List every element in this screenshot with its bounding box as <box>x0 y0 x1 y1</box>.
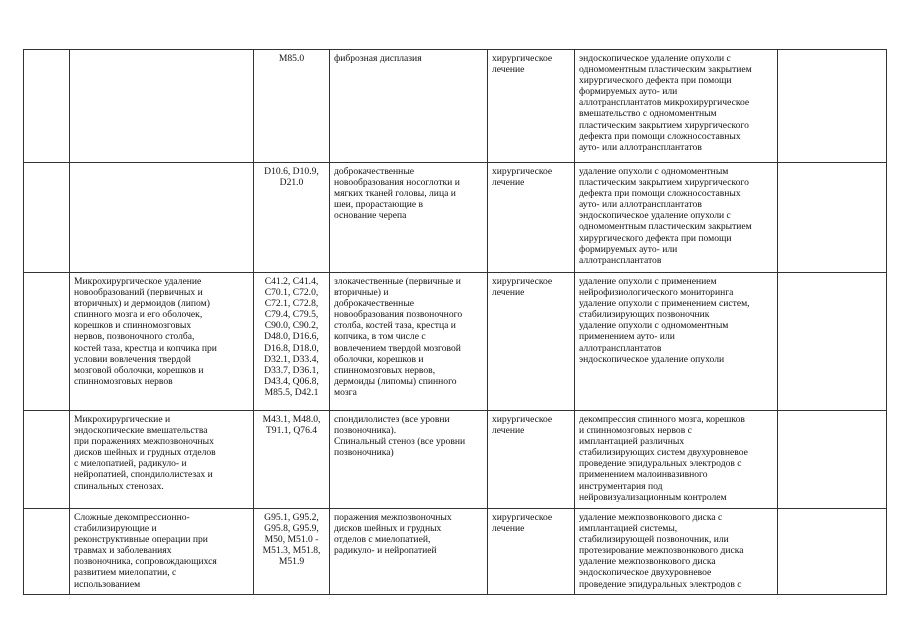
icd-codes-line: C70.1, C72.0, <box>264 287 319 299</box>
procedure-name-cell <box>70 411 254 509</box>
notes-cell <box>778 50 887 163</box>
icd-codes-line: M51.3, M51.8, <box>262 545 321 557</box>
treatment-method-line: эндоскопическое удаление опухоли с <box>579 210 731 222</box>
treatment-type-line: лечение <box>492 523 525 535</box>
icd-codes-line: D43.4, Q06.8, <box>264 375 319 387</box>
procedure-name-cell <box>70 50 254 163</box>
icd-codes-line: M51.9 <box>278 556 305 568</box>
table-row <box>24 273 887 411</box>
procedure-name-line: позвоночника, сопровождающихся <box>74 556 217 568</box>
disease-model-line: вовлечением твердой мозговой <box>334 342 461 354</box>
treatment-method-line: и спинномозговых нервов с <box>579 425 692 437</box>
treatment-method-line: удаление опухоли с одномоментным <box>579 166 729 177</box>
icd-codes-line: M85.5, D42.1 <box>264 386 319 398</box>
treatment-method-line: удаление опухоли с одномоментным <box>579 320 729 332</box>
treatment-method-line: инструментария под <box>579 480 663 492</box>
disease-model-cell <box>330 273 488 411</box>
treatment-type-line: хирургическое <box>492 512 553 523</box>
procedure-name-line: Сложные декомпрессионно- <box>74 512 190 523</box>
treatment-type-line: лечение <box>492 177 525 189</box>
procedure-name-line: костей таза, крестца и копчика при <box>74 342 217 354</box>
icd-codes-line: M43.1, M48.0, <box>262 414 321 425</box>
icd-codes-line: D32.1, D33.4, <box>264 353 319 365</box>
procedure-name-cell <box>70 163 254 273</box>
icd-codes-line: D48.0, D16.6, <box>264 331 319 343</box>
icd-codes-cell <box>254 50 330 163</box>
disease-model-cell <box>330 411 488 509</box>
treatment-method-line: нейрофизиологического мониторинга <box>579 287 734 299</box>
procedure-name-line: спинальных стенозах. <box>74 480 164 492</box>
treatment-method-cell <box>575 411 778 509</box>
treatment-type-line: хирургическое <box>492 276 553 287</box>
treatment-method-cell <box>575 509 778 595</box>
treatment-method-line: дефекта при помощи сложносоставных <box>579 188 741 200</box>
disease-model-line: столба, костей таза, крестца и <box>334 320 456 332</box>
disease-model-line: радикуло- и нейропатией <box>334 545 437 557</box>
disease-model-line: дермоиды (липомы) спинного <box>334 375 457 387</box>
procedure-name-line: нервов, позвоночного столба, <box>74 331 195 343</box>
procedure-name-line: Микрохирургическое удаление <box>74 276 202 287</box>
treatment-type-cell <box>488 411 575 509</box>
procedure-name-line: травмах и заболеваниях <box>74 545 172 557</box>
treatment-method-line: хирургического дефекта при помощи <box>579 232 732 244</box>
table-row <box>24 163 887 273</box>
procedure-name-line: Микрохирургические и <box>74 414 171 425</box>
table-row <box>24 509 887 595</box>
disease-model-line: спинномозговых нервов, <box>334 364 436 376</box>
treatment-type-cell <box>488 273 575 411</box>
treatment-method-line: пластическим закрытием хирургического <box>579 177 749 189</box>
treatment-method-line: эндоскопическое удаление опухоли с <box>579 53 731 64</box>
procedure-name-line: эндоскопические вмешательства <box>74 425 208 437</box>
disease-model-cell <box>330 509 488 595</box>
treatment-method-line: аллотрансплантатов микрохирургическое <box>579 97 750 109</box>
disease-model-line: поражения межпозвоночных <box>334 512 452 523</box>
icd-codes-line: D21.0 <box>279 177 304 189</box>
procedure-name-cell <box>70 509 254 595</box>
icd-codes-cell <box>254 411 330 509</box>
medical-procedures-table <box>23 49 887 595</box>
icd-codes-line: G95.1, G95.2, <box>264 512 319 523</box>
treatment-type-line: лечение <box>492 425 525 437</box>
disease-model-line: новообразования носоглотки и <box>334 177 460 189</box>
treatment-method-cell <box>575 273 778 411</box>
treatment-method-line: дефекта при помощи сложносоставных <box>579 130 741 142</box>
disease-model-cell <box>330 163 488 273</box>
treatment-method-line: одномоментным пластическим закрытием <box>579 64 752 76</box>
treatment-method-line: стабилизирующей позвоночник, или <box>579 534 729 546</box>
procedure-name-line: стабилизирующие и <box>74 523 157 535</box>
index-cell <box>24 163 70 273</box>
index-cell <box>24 509 70 595</box>
procedure-name-line: новообразований (первичных и <box>74 287 203 299</box>
disease-model-line: отделов с миелопатией, <box>334 534 431 546</box>
treatment-method-line: применением малоинвазивного <box>579 469 708 481</box>
disease-model-line: основание черепа <box>334 210 407 222</box>
procedure-name-line: мозговой оболочки, корешков и <box>74 364 204 376</box>
icd-codes-line: C79.4, C79.5, <box>264 309 319 321</box>
disease-model-line: Спинальный стеноз (все уровни <box>334 436 466 448</box>
notes-cell <box>778 411 887 509</box>
treatment-method-line: эндоскопическое удаление опухоли <box>579 353 725 365</box>
treatment-method-line: формируемых ауто- или <box>579 86 678 98</box>
table-row <box>24 50 887 163</box>
treatment-type-line: хирургическое <box>492 166 553 177</box>
treatment-method-line: протезирование межпозвонкового диска <box>579 545 744 557</box>
procedure-name-line: развитием миелопатии, с <box>74 567 177 579</box>
disease-model-line: шеи, прорастающие в <box>334 199 424 211</box>
notes-cell <box>778 273 887 411</box>
treatment-method-line: применением ауто- или <box>579 331 675 343</box>
icd-codes-cell <box>254 163 330 273</box>
treatment-method-line: удаление опухоли с применением систем, <box>579 298 750 310</box>
treatment-method-line: имплантацией различных <box>579 436 685 448</box>
treatment-type-line: хирургическое <box>492 414 553 425</box>
disease-model-line: вторичные) и <box>334 287 389 299</box>
disease-model-line: мягких тканей головы, лица и <box>334 188 456 200</box>
procedure-name-line: спинномозговых нервов <box>74 375 173 387</box>
treatment-type-cell <box>488 163 575 273</box>
icd-codes-line: G95.8, G95.9, <box>264 523 319 535</box>
treatment-type-line: лечение <box>492 287 525 299</box>
treatment-method-line: удаление межпозвонкового диска с <box>579 512 723 523</box>
disease-model-line: копчика, в том числе с <box>334 331 426 343</box>
disease-model-line: доброкачественные <box>334 298 415 310</box>
treatment-method-line: аллотрансплантатов <box>579 254 662 266</box>
icd-codes-line: C90.0, C90.2, <box>264 320 319 332</box>
document-page <box>23 49 887 595</box>
treatment-method-line: эндоскопическое двухуровневое <box>579 567 712 579</box>
treatment-method-line: стабилизирующих систем двухуровневое <box>579 447 748 459</box>
icd-codes-line: M85.0 <box>278 53 305 64</box>
treatment-method-line: имплантацией системы, <box>579 523 678 535</box>
treatment-method-line: хирургического дефекта при помощи <box>579 75 732 87</box>
disease-model-line: спондилолистез (все уровни <box>334 414 450 425</box>
treatment-method-line: проведение эпидуральных электродов с <box>579 458 742 470</box>
treatment-method-line: одномоментным пластическим закрытием <box>579 221 752 233</box>
procedure-name-line: спинного мозга и его оболочек, <box>74 309 203 321</box>
disease-model-line: новообразования позвоночного <box>334 309 463 321</box>
treatment-method-line: декомпрессия спинного мозга, корешков <box>579 414 745 425</box>
treatment-method-line: удаление межпозвонкового диска <box>579 556 716 568</box>
disease-model-line: позвоночника). <box>334 425 397 437</box>
index-cell <box>24 50 70 163</box>
treatment-type-line: лечение <box>492 64 525 76</box>
disease-model-line: позвоночника) <box>334 447 394 459</box>
disease-model-cell <box>330 50 488 163</box>
treatment-method-line: проведение эпидуральных электродов с <box>579 578 742 590</box>
treatment-type-line: хирургическое <box>492 53 553 64</box>
procedure-name-cell <box>70 273 254 411</box>
index-cell <box>24 273 70 411</box>
icd-codes-line: T91.1, Q76.4 <box>265 425 318 437</box>
treatment-method-cell <box>575 163 778 273</box>
treatment-method-line: пластическим закрытием хирургического <box>579 119 749 131</box>
treatment-type-cell <box>488 509 575 595</box>
procedure-name-line: вторичных) и дермоидов (липом) <box>74 298 210 310</box>
index-cell <box>24 411 70 509</box>
procedure-name-line: при поражениях межпозвоночных <box>74 436 214 448</box>
treatment-method-line: аллотрансплантатов <box>579 342 662 354</box>
notes-cell <box>778 163 887 273</box>
treatment-method-line: нейровизуализационным контролем <box>579 491 727 503</box>
procedure-name-line: дисков шейных и грудных отделов <box>74 447 216 459</box>
treatment-method-line: вмешательство с одномоментным <box>579 108 717 120</box>
icd-codes-line: D16.8, D18.0, <box>264 342 319 354</box>
procedure-name-line: условии вовлечения твердой <box>74 353 191 365</box>
treatment-method-line: ауто- или аллотрансплантатов <box>579 141 702 153</box>
disease-model-line: оболочки, корешков и <box>334 353 424 365</box>
disease-model-line: доброкачественные <box>334 166 415 177</box>
procedure-name-line: корешков и спинномозговых <box>74 320 192 332</box>
procedure-name-line: реконструктивные операции при <box>74 534 208 546</box>
procedure-name-line: с миелопатией, радикуло- и <box>74 458 187 470</box>
icd-codes-line: D33.7, D36.1, <box>264 364 319 376</box>
table-row <box>24 411 887 509</box>
procedure-name-line: нейропатией, спондилолистезах и <box>74 469 213 481</box>
treatment-method-line: ауто- или аллотрансплантатов <box>579 199 702 211</box>
icd-codes-line: M50, M51.0 - <box>264 534 319 546</box>
notes-cell <box>778 509 887 595</box>
treatment-type-cell <box>488 50 575 163</box>
treatment-method-cell <box>575 50 778 163</box>
procedure-name-line: использованием <box>74 578 141 590</box>
treatment-method-line: стабилизирующих позвоночник <box>579 309 710 321</box>
disease-model-line: фиброзная дисплазия <box>334 53 422 64</box>
disease-model-line: мозга <box>334 386 357 398</box>
icd-codes-line: D10.6, D10.9, <box>264 166 319 177</box>
treatment-method-line: формируемых ауто- или <box>579 243 678 255</box>
icd-codes-cell <box>254 273 330 411</box>
treatment-method-line: удаление опухоли с применением <box>579 276 717 287</box>
icd-codes-line: C72.1, C72.8, <box>264 298 319 310</box>
disease-model-line: дисков шейных и грудных <box>334 523 442 535</box>
icd-codes-line: C41.2, C41.4, <box>264 276 319 287</box>
icd-codes-cell <box>254 509 330 595</box>
disease-model-line: злокачественные (первичные и <box>334 276 461 287</box>
